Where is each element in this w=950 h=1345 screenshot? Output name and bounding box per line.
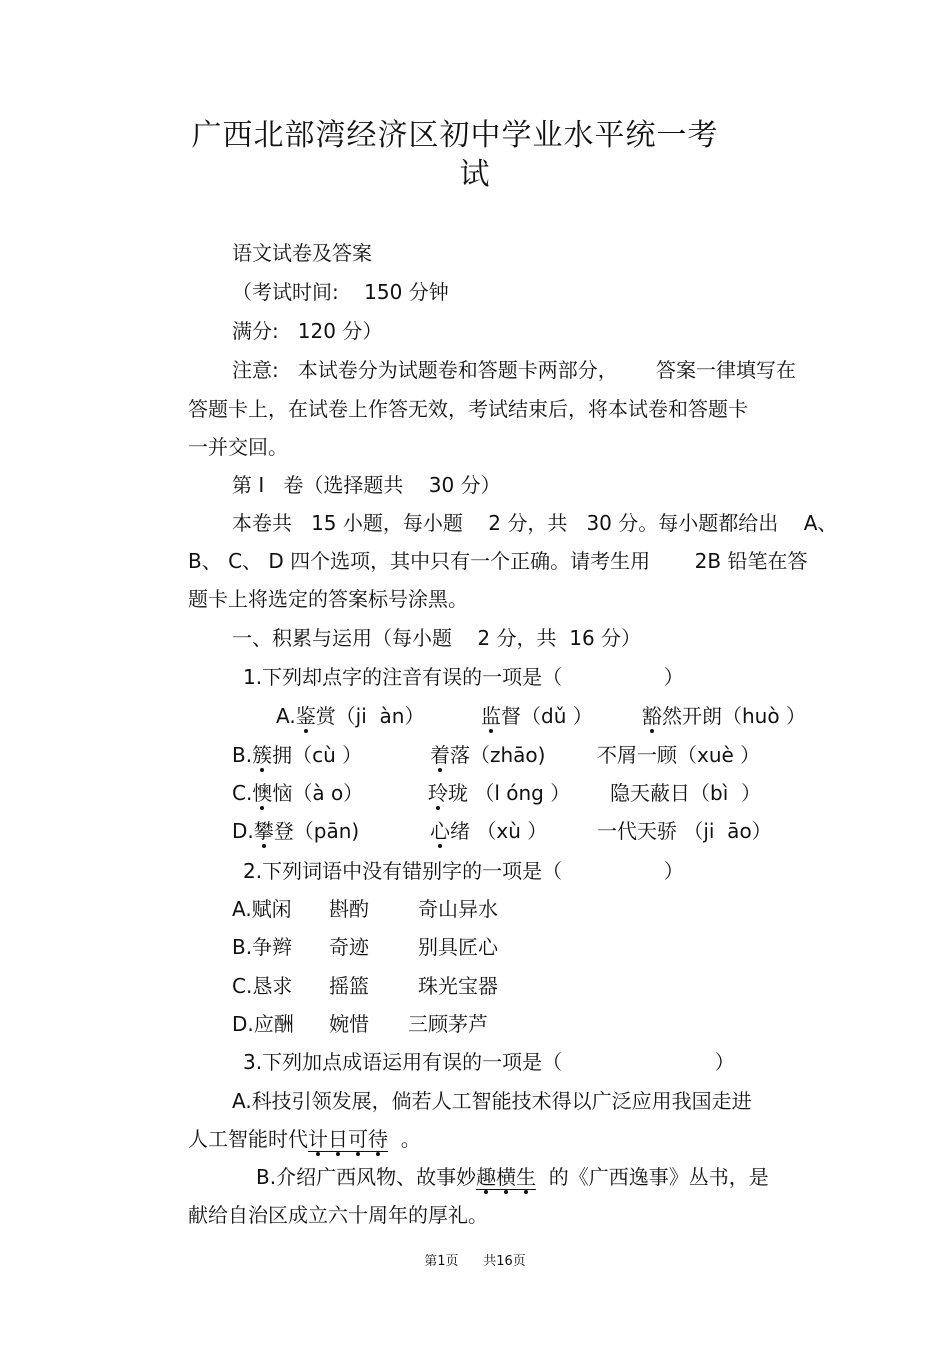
option-text: 赏（ji àn）: [315, 704, 425, 728]
q3-option-a-line-1: A.科技引领发展，倘若人工智能技术得以广泛应用我国走进: [232, 1089, 752, 1113]
q1-stem: 1.下列却点字的注音有误的一项是（ ）: [243, 665, 684, 689]
dotted-char: 监: [481, 704, 501, 728]
option-text: 恼（à o）: [272, 781, 364, 805]
option-label: D.: [232, 819, 254, 843]
option-label: B.: [232, 743, 253, 767]
option-text: 珑 （l óng ）: [448, 781, 571, 805]
part1-heading: 第 I 卷（选择题共 30 分）: [232, 473, 501, 497]
q3-option-b-line-2: 献给自治区成立六十周年的厚礼。: [188, 1203, 488, 1227]
part1-desc-1: 本卷共 15 小题，每小题 2 分，共 30 分。每小题都给出 A、: [232, 511, 838, 535]
dotted-char: 心: [430, 819, 450, 843]
option-text: 然开朗（huò ）: [662, 704, 806, 728]
option-text: 骄 （ji āo）: [657, 819, 772, 843]
option-text: 。: [388, 1127, 421, 1151]
option-text: 斟酌: [329, 897, 369, 921]
dotted-char: 日: [328, 1127, 348, 1151]
full-score: 满分: 120 分）: [232, 319, 383, 343]
option-text: B.争辫: [232, 935, 293, 959]
dotted-char: 生: [516, 1165, 537, 1189]
part1-desc-3: 题卡上将选定的答案标号涂黑。: [188, 587, 468, 611]
dotted-char: 横: [496, 1165, 517, 1189]
notice-line-3: 一并交回。: [188, 435, 288, 459]
notice-line-2: 答题卡上，在试卷上作答无效，考试结束后，将本试卷和答题卡: [188, 397, 748, 421]
option-text: A.赋闲: [232, 897, 292, 921]
dotted-char: 趣: [476, 1165, 497, 1189]
dotted-char: 懊: [252, 781, 273, 805]
option-text: D.应酬: [232, 1012, 294, 1036]
subtitle: 语文试卷及答案: [232, 241, 372, 265]
dotted-char: 待: [368, 1127, 388, 1151]
option-text: 绪 （xù ）: [450, 819, 548, 843]
option-text: C.恳求: [232, 974, 293, 998]
q2-stem: 2.下列词语中没有错别字的一项是（ ）: [243, 859, 684, 883]
exam-time: （考试时间: 150 分钟: [232, 280, 449, 304]
option-text: 督（dǔ ）: [501, 704, 593, 728]
option-text: 人工智能时代: [188, 1127, 308, 1151]
dotted-idiom: [476, 1165, 536, 1190]
section1-heading: 一、积累与运用（每小题 2 分，共 16 分）: [232, 626, 642, 650]
option-text: 婉惜: [329, 1012, 369, 1036]
dotted-char: 豁: [642, 704, 662, 728]
document-title-line-1: 广西北部湾经济区初中学业水平统一考: [191, 118, 719, 153]
dotted-idiom: [308, 1127, 388, 1152]
q3-stem: 3.下列加点成语运用有误的一项是（ ）: [243, 1050, 735, 1074]
part1-desc-2: B、 C、 D 四个选项，其中只有一个正确。请考生用 2B 铅笔在答: [188, 549, 808, 573]
option-text: 的《广西逸事》丛书，是: [536, 1165, 769, 1189]
document-title-line-2: 试: [459, 157, 491, 192]
option-text: 拥（cù ）: [272, 743, 363, 767]
option-text: 摇篮: [329, 974, 369, 998]
option-text: 登（pān): [273, 819, 360, 843]
option-text: 落（zhāo): [450, 743, 546, 767]
option-text: 日（bì ）: [670, 781, 761, 805]
q3-option-a-line-2: [188, 1126, 421, 1152]
option-text: 奇迹: [329, 935, 369, 959]
option-label: A.: [276, 704, 296, 728]
dotted-char: 攀: [253, 819, 274, 843]
option-text: 隐天蔽: [610, 781, 670, 805]
option-text: 不屑一顾（xuè ）: [597, 743, 761, 767]
dotted-char: 鉴: [295, 704, 316, 728]
option-text: 奇山异水: [418, 897, 498, 921]
option-text: 一代天: [597, 819, 657, 843]
option-text: B.介绍广西风物、故事妙: [256, 1165, 477, 1189]
option-label: C.: [232, 781, 253, 805]
option-text: 别具匠心: [418, 935, 498, 959]
notice-line-1: 注意: 本试卷分为试题卷和答题卡两部分， 答案一律填写在: [232, 358, 796, 382]
option-text: 珠光宝器: [418, 974, 498, 998]
dotted-char: 可: [348, 1127, 368, 1151]
dotted-char: 簇: [252, 743, 273, 767]
q3-option-b-line-1: [256, 1164, 769, 1190]
dotted-char: 着: [430, 743, 450, 767]
dotted-char: 玲: [428, 781, 448, 805]
option-text: 三顾茅芦: [408, 1012, 488, 1036]
page-footer: 第1页 共16页: [424, 1254, 526, 1269]
dotted-char: 计: [308, 1127, 328, 1151]
